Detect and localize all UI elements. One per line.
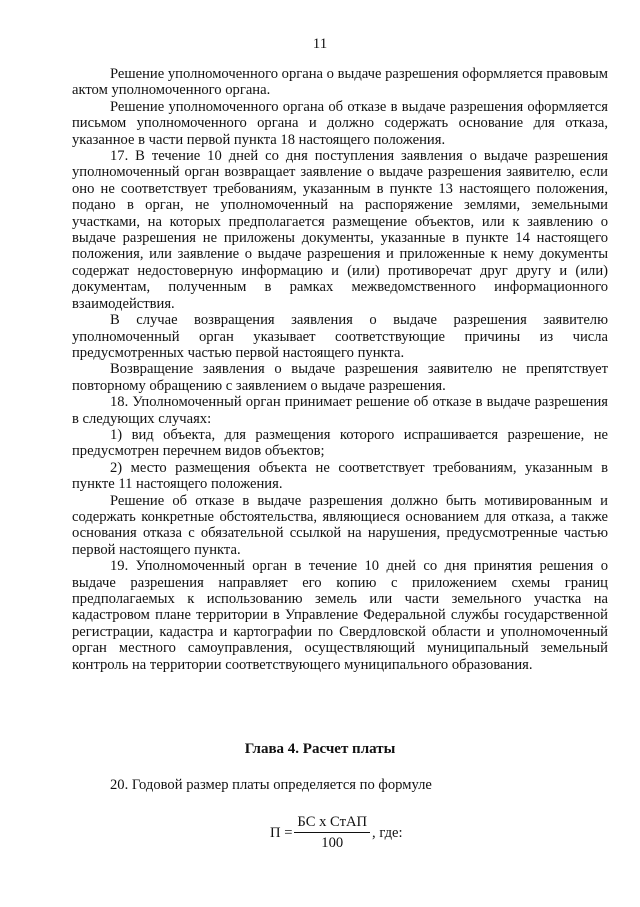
formula-denominator: 100 [321,835,344,851]
paragraph: Возвращение заявления о выдаче разрешения заявителю не препятствует повторному обращению с заявлением о выдаче разрешения. [72,361,608,394]
formula-suffix: , где: [372,824,403,841]
formula-fraction [294,814,370,852]
paragraph: Решение об отказе в выдаче разрешения должно быть мотивированным и содержать конкретные обстоятельства, являющиеся основанием для отказа, а также основания отказа с обязательной ссылкой на нарушения, предусмотренные частью первой настоящего пункта. [72,492,608,558]
chapter-heading: Глава 4. Расчет платы [244,741,396,757]
paragraph: 1) вид объекта, для размещения которого испрашивается разрешение, не предусмотрен перечнем видов объектов; [72,426,608,460]
paragraph: Решение уполномоченного органа об отказе в выдаче разрешения оформляется письмом уполномоченного органа и должно содержать основание для отказа, указанное в части первой пункта 18 настоящего положения. [72,98,608,148]
paragraph: 17. В течение 10 дней со дня поступления заявления о выдаче разрешения уполномоченный орган возвращает заявление о выдаче разрешения заявителю, если оно не соответствует требованиям, указанным в пункте 13 настоящего положения, подано в орган, не уполномоченный на распоряжение землями, земельными участками, на которых предполагается размещение объектов, или к заявлению о выдаче разрешения не приложены документы, указанные в пункте 14 настоящего положения, или заявление о выдаче разрешения и приложенные к нему документы содержат недостоверную информацию и (или) противоречат друг другу и (или) документам, полученным в рамках межведомственного информационного взаимодействия. [72,148,608,312]
paragraph: Решение уполномоченного органа о выдаче разрешения оформляется правовым актом уполномоченного органа. [72,66,608,99]
formula [270,814,403,852]
body-text [72,66,608,673]
paragraph: 19. Уполномоченный орган в течение 10 дней со дня принятия решения о выдаче разрешения направляет его копию с приложением схемы границ предполагаемых к использованию земель или части земельного участка на кадастровом плане территории в Управление Федеральной службы государственной регистрации, кадастра и картографии по Свердловской области и уполномоченный орган местного самоуправления, осуществляющий муниципальный земельный контроль на территории соответствующего муниципального образования. [72,558,608,673]
formula-intro: 20. Годовой размер платы определяется по формуле [110,777,432,793]
paragraph: 2) место размещения объекта не соответствует требованиям, указанным в пункте 11 настоящего положения. [72,459,608,493]
formula-numerator: БС х СтАП [294,814,370,833]
paragraph: В случае возвращения заявления о выдаче разрешения заявителю уполномоченный орган указывает соответствующие причины из числа предусмотренных частью первой настоящего пункта. [72,312,608,361]
page-number: 11 [312,36,328,52]
formula-lhs: П = [270,824,293,841]
paragraph: 18. Уполномоченный орган принимает решение об отказе в выдаче разрешения в следующих случаях: [72,394,608,427]
